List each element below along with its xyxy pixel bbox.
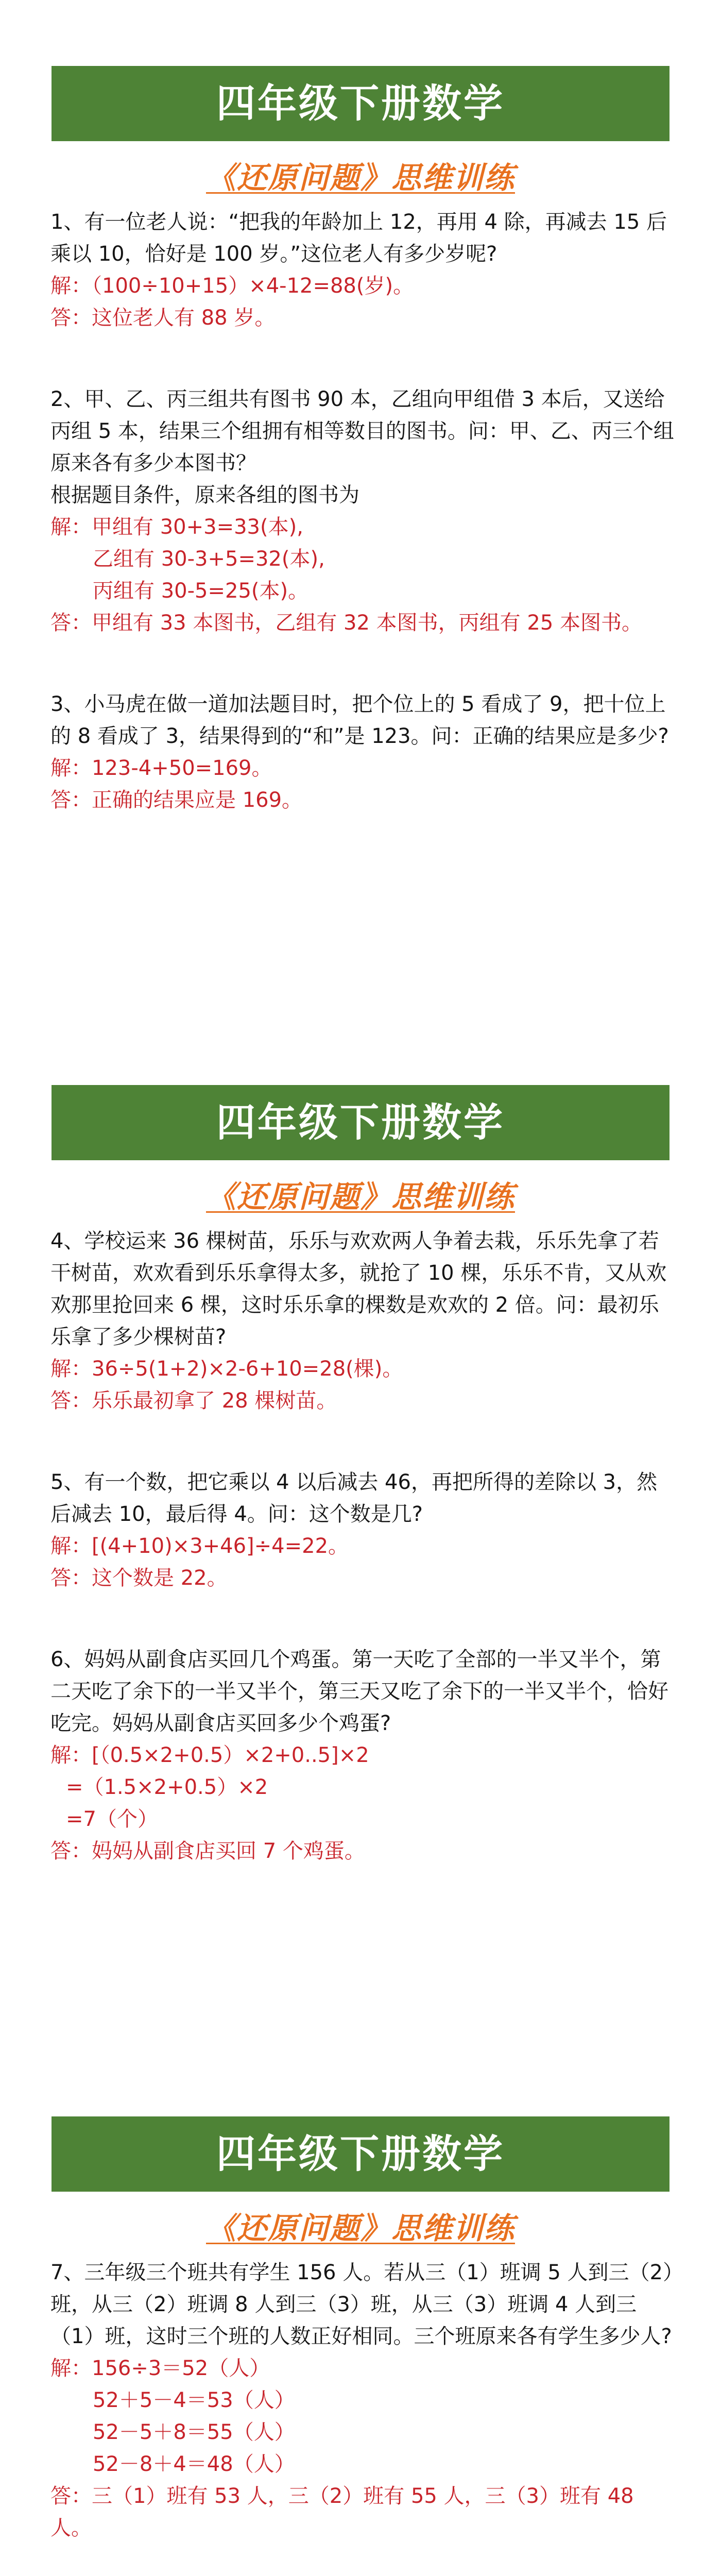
answer-line: 答：三（1）班有 53 人，三（2）班有 55 人，三（3）班有 48 人。 (50, 2484, 634, 2540)
answer-line: 答：妈妈从副食店买回 7 个鸡蛋。 (50, 1839, 365, 1863)
answer-line: 答：正确的结果应是 169。 (50, 788, 303, 812)
solution-line: 解：123-4+50=169。 (50, 756, 272, 780)
question-text: 5、有一个数，把它乘以 4 以后减去 46，再把所得的差除以 3，然后减去 10，最后得 4。问：这个数是几? (50, 1470, 658, 1526)
question-text: 7、三年级三个班共有学生 156 人。若从三（1）班调 5 人到三（2）班，从三（2）班调 8 人到三（3）班，从三（3）班调 4 人到三（1）班，这时三个班的人数正好相同。三个班原来各有学生多少人? (50, 2261, 674, 2348)
problem-3 (50, 688, 675, 816)
solution-line: 52＋5－4＝53（人） (93, 2388, 295, 2412)
section-subtitle: 《还原问题》思维训练 (205, 1179, 515, 1214)
solution-line: 解：156÷3＝52（人） (50, 2357, 270, 2380)
solution-line: 52－5＋8＝55（人） (93, 2420, 295, 2444)
banner-title: 四年级下册数学 (52, 66, 670, 141)
solution-line: =（1.5×2+0.5）×2 (66, 1775, 268, 1799)
question-text: 1、有一位老人说：“把我的年龄加上 12，再用 4 除，再减去 15 后乘以 10，恰好是 100 岁。”这位老人有多少岁呢? (50, 210, 667, 266)
solution-line: 解：（100÷10+15）×4-12=88(岁)。 (50, 274, 414, 298)
solution-line: 丙组有 30-5=25(本)。 (93, 579, 309, 603)
problem-1 (50, 206, 675, 334)
solution-line: 解：甲组有 30+3=33(本), (50, 515, 303, 539)
question-note: 根据题目条件，原来各组的图书为 (50, 483, 359, 507)
solution-line: 52－8＋4＝48（人） (93, 2452, 295, 2476)
solution-line: 乙组有 30-3+5=32(本), (93, 547, 325, 571)
problem-4 (50, 1225, 675, 1417)
problem-list (50, 206, 675, 866)
solution-line: =7（个） (66, 1807, 158, 1831)
problem-2 (50, 383, 675, 639)
section-subtitle: 《还原问题》思维训练 (205, 160, 515, 195)
problem-list (50, 2257, 675, 2576)
question-text: 2、甲、乙、丙三组共有图书 90 本，乙组向甲组借 3 本后，又送给丙组 5 本，结果三个组拥有相等数目的图书。问：甲、乙、丙三个组原来各有多少本图书？ (50, 387, 674, 475)
answer-line: 答：乐乐最初拿了 28 棵树苗。 (50, 1389, 337, 1413)
answer-line: 答：这位老人有 88 岁。 (50, 306, 276, 330)
answer-line: 答：甲组有 33 本图书，乙组有 32 本图书，丙组有 25 本图书。 (50, 611, 642, 635)
question-text: 3、小马虎在做一道加法题目时，把个位上的 5 看成了 9，把十位上的 8 看成了 3，结果得到的“和”是 123。问：正确的结果应是多少? (50, 692, 669, 748)
problem-5 (50, 1466, 675, 1594)
problem-6 (50, 1643, 675, 1867)
banner-title: 四年级下册数学 (52, 2116, 670, 2192)
question-text: 4、学校运来 36 棵树苗，乐乐与欢欢两人争着去栽，乐乐先拿了若干树苗，欢欢看到乐乐拿得太多，就抢了 10 棵，乐乐不肯，又从欢欢那里抢回来 6 棵，这时乐乐拿的棵数是欢欢的 2 倍。问：最初乐乐拿了多少棵树苗? (50, 1229, 667, 1349)
problem-list (50, 1225, 675, 1917)
question-text: 6、妈妈从副食店买回几个鸡蛋。第一天吃了全部的一半又半个，第二天吃了余下的一半又半个，第三天又吃了余下的一半又半个，恰好吃完。妈妈从副食店买回多少个鸡蛋? (50, 1648, 668, 1735)
solution-line: 解：[（0.5×2+0.5）×2+0..5]×2 (50, 1743, 369, 1767)
problem-7 (50, 2257, 675, 2544)
answer-line: 答：这个数是 22。 (50, 1566, 228, 1590)
solution-line: 解：36÷5(1+2)×2-6+10=28(棵)。 (50, 1357, 403, 1381)
banner-title: 四年级下册数学 (52, 1085, 670, 1160)
section-subtitle: 《还原问题》思维训练 (205, 2211, 515, 2246)
solution-line: 解：[(4+10)×3+46]÷4=22。 (50, 1534, 349, 1558)
